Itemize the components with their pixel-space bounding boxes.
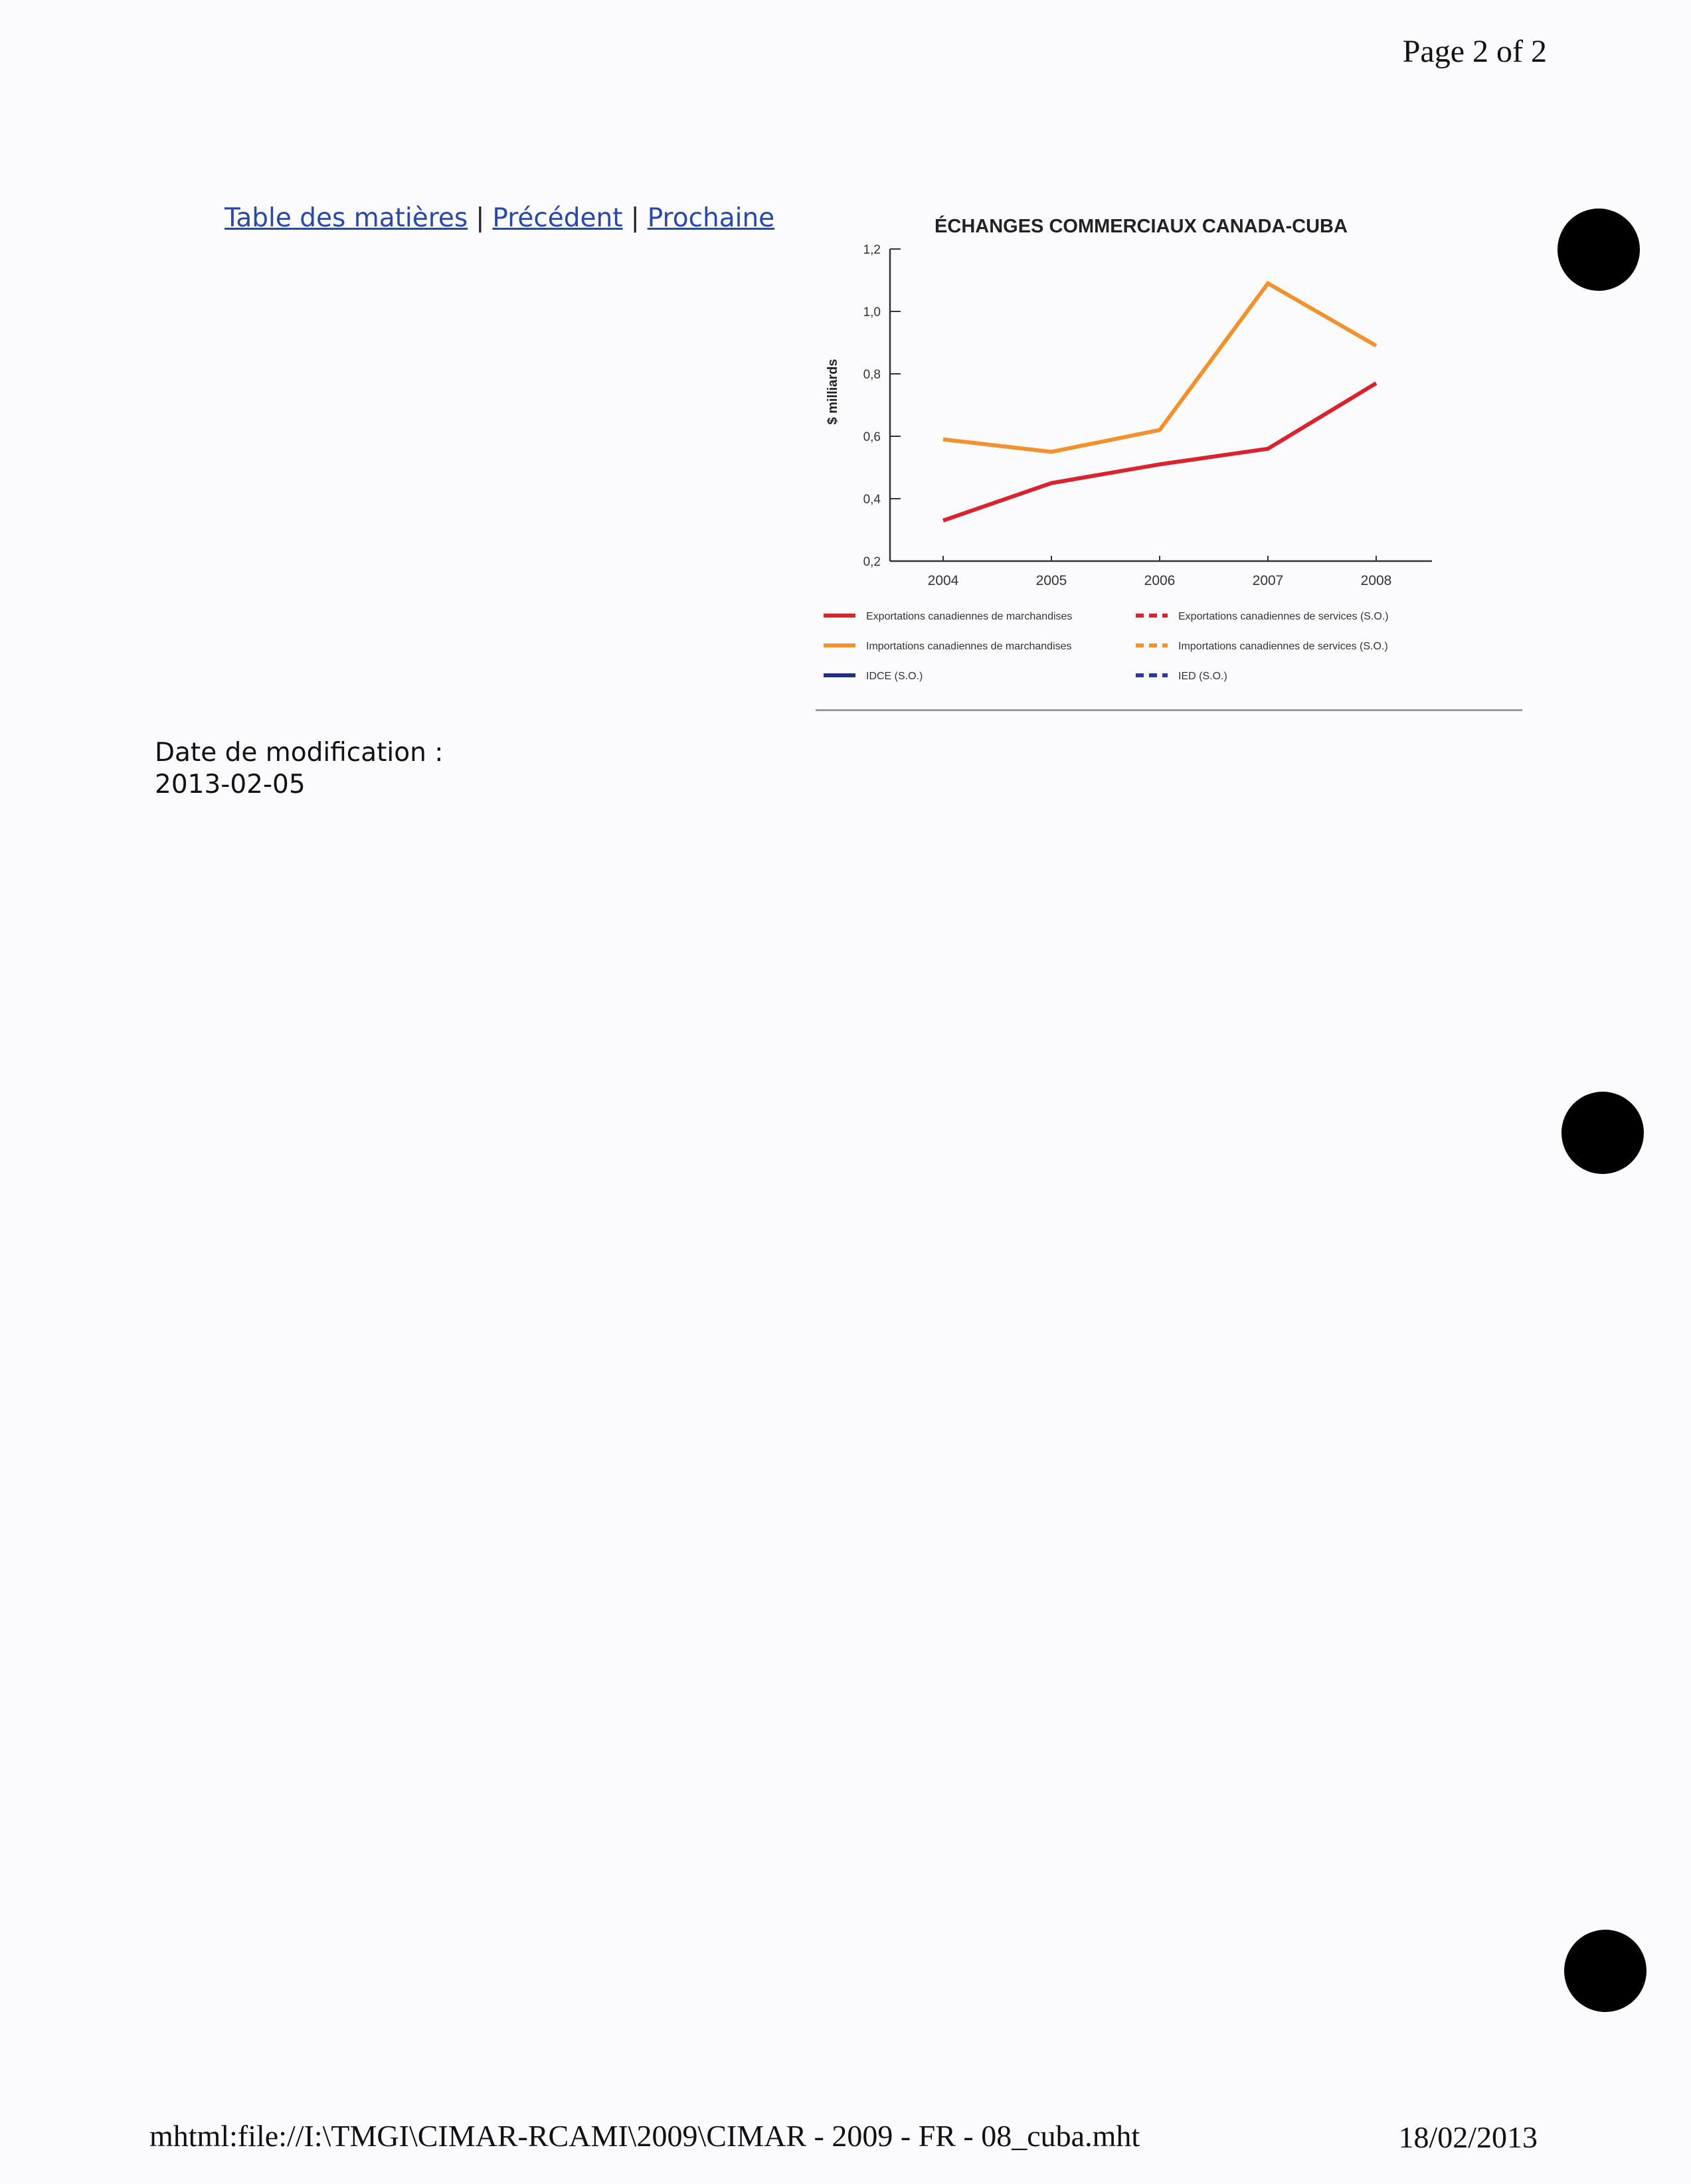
series-line [943,383,1376,521]
x-tick-label: 2005 [1035,573,1067,588]
chart-divider [816,709,1522,711]
nav-separator: | [476,203,485,233]
page-number: Page 2 of 2 [1402,34,1547,69]
legend-label: Importations canadiennes de marchandises [866,641,1072,652]
legend-label: Exportations canadiennes de marchandises [866,611,1073,622]
x-tick-label: 2008 [1360,573,1392,588]
legend-label: IED (S.O.) [1178,671,1227,682]
punch-hole [1561,1092,1644,1174]
y-tick-label: 0,4 [863,493,881,507]
punch-hole [1564,1930,1646,2012]
x-tick-label: 2007 [1252,573,1284,588]
y-axis-label: $ milliards [826,359,840,425]
modification-label: Date de modification : [155,738,444,768]
y-tick-label: 0,2 [863,555,881,569]
x-tick-label: 2006 [1144,573,1176,588]
y-tick-label: 0,8 [863,368,881,382]
trade-chart-svg [816,209,1522,714]
previous-link[interactable]: Précédent [492,203,623,233]
nav-separator: | [630,203,640,233]
modification-block [155,737,443,801]
series-line [943,284,1376,452]
print-date: 18/02/2013 [1398,2120,1538,2154]
next-link[interactable]: Prochaine [647,203,775,233]
source-url: mhtml:file://I:\TMGI\CIMAR-RCAMI\2009\CIMAR - 2009 - FR - 08_cuba.mht [149,2119,1140,2153]
legend-label: IDCE (S.O.) [866,671,923,682]
page-navigation [224,203,774,233]
legend-label: Importations canadiennes de services (S.O.) [1178,641,1388,652]
y-tick-label: 1,0 [863,305,881,319]
trade-chart [816,209,1522,714]
toc-link[interactable]: Table des matières [224,203,468,233]
y-tick-label: 1,2 [863,243,881,257]
modification-date: 2013-02-05 [155,770,306,799]
chart-title: ÉCHANGES COMMERCIAUX CANADA-CUBA [934,216,1348,237]
legend-label: Exportations canadiennes de services (S.O.) [1178,611,1389,622]
punch-hole [1558,209,1640,291]
x-tick-label: 2004 [927,573,959,588]
y-tick-label: 0,6 [863,430,881,444]
